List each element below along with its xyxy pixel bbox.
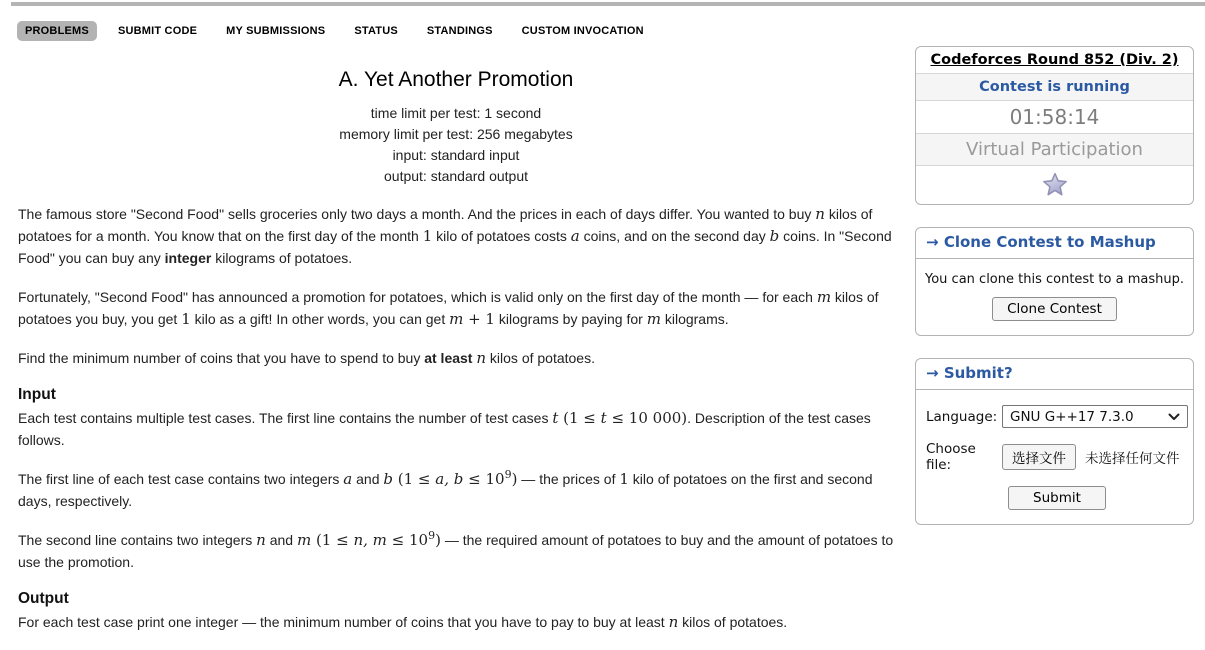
problem-meta-line: output: standard output [384, 168, 528, 184]
clone-contest-button[interactable]: Clone Contest [992, 297, 1117, 321]
submit-button[interactable]: Submit [1008, 486, 1106, 510]
clone-box [915, 227, 1194, 336]
choose-file-button[interactable]: 选择文件 [1002, 444, 1076, 470]
clone-box-body [916, 259, 1193, 335]
problem-meta [18, 103, 894, 187]
contest-title-row [916, 47, 1193, 74]
choose-file-label: Choose file: [926, 441, 976, 473]
tab-custom-invocation[interactable]: CUSTOM INVOCATION [521, 25, 644, 37]
tab-status[interactable]: STATUS [354, 25, 398, 37]
tab-my-submissions[interactable]: MY SUBMISSIONS [226, 25, 326, 37]
clone-box-header [916, 228, 1193, 259]
submit-box-title: Submit? [943, 364, 1013, 382]
statement-paragraph: For each test case print one integer — the minimum number of coins that you have to pay to buy at least n kilos of potatoes. [18, 613, 788, 631]
statement-paragraph: Each test contains multiple test cases. The first line contains the number of test cases t (1 ≤ t ≤ 10 000). Description of the test cases follows. [18, 409, 871, 448]
arrow-icon: → [926, 233, 939, 251]
problem-meta-line: time limit per test: 1 second [370, 105, 542, 121]
virtual-participation-label: Virtual Participation [916, 134, 1193, 166]
language-select-value: GNU G++17 7.3.0 [1010, 408, 1134, 425]
statement-paragraph: Fortunately, "Second Food" has announced a promotion for potatoes, which is valid only on the first day of the month — for each m kilos of potatoes you buy, you get 1 kilo as a gift! In other words, you can get m + 1 kilograms by paying for m kilograms. [18, 288, 879, 328]
chevron-down-icon [1168, 413, 1180, 421]
top-divider [11, 2, 1205, 6]
sidebar [915, 46, 1194, 547]
star-icon[interactable] [1042, 172, 1068, 197]
problem-meta-line: memory limit per test: 256 megabytes [339, 126, 573, 142]
problem-title: A. Yet Another Promotion [338, 68, 574, 91]
submit-box-header [916, 359, 1193, 390]
submit-form [916, 390, 1193, 524]
problem-meta-line: input: standard input [392, 147, 520, 163]
tab-bar [17, 21, 652, 41]
submit-box [915, 358, 1194, 525]
problem-statement [18, 203, 894, 633]
contest-link[interactable]: Codeforces Round 852 (Div. 2) [930, 52, 1179, 68]
language-label: Language: [926, 408, 998, 425]
clone-description: You can clone this contest to a mashup. [925, 272, 1184, 287]
arrow-icon: → [926, 364, 939, 382]
statement-paragraph: The famous store "Second Food" sells groceries only two days a month. And the prices in each of days differ. You wanted to buy n kilos of potatoes for a month. You know that on the first day of the month 1 kilo of potatoes costs a coins, and on the second day b coins. In "Second Food" you can buy any integer kilograms of potatoes. [18, 205, 892, 266]
tab-problems[interactable]: PROBLEMS [17, 21, 97, 41]
statement-paragraph: Find the minimum number of coins that you have to spend to buy at least n kilos of potatoes. [18, 349, 595, 367]
tab-standings[interactable]: STANDINGS [426, 25, 493, 37]
contest-timer: 01:58:14 [916, 101, 1193, 134]
tab-submit-code[interactable]: SUBMIT CODE [117, 25, 198, 37]
statement-paragraph: The first line of each test case contains two integers a and b (1 ≤ a, $b \le 10^9$) — the prices of 1 kilo of potatoes on the first and second days, respectively. [18, 468, 873, 509]
file-input[interactable] [1002, 444, 1188, 470]
problem-page [18, 60, 894, 650]
clone-box-title: Clone Contest to Mashup [943, 233, 1156, 251]
section-heading: Output [18, 590, 69, 607]
submit-row [926, 486, 1188, 510]
language-select[interactable] [1002, 405, 1188, 428]
favorite-row [916, 166, 1193, 204]
file-status-text: 未选择任何文件 [1085, 451, 1180, 467]
section-heading: Input [18, 386, 56, 403]
contest-box [915, 46, 1194, 205]
statement-paragraph: The second line contains two integers n and m (1 ≤ n, $m \le 10^9$) — the required amount of potatoes to buy and the amount of potatoes to use the promotion. [18, 529, 894, 570]
contest-status: Contest is running [916, 74, 1193, 101]
